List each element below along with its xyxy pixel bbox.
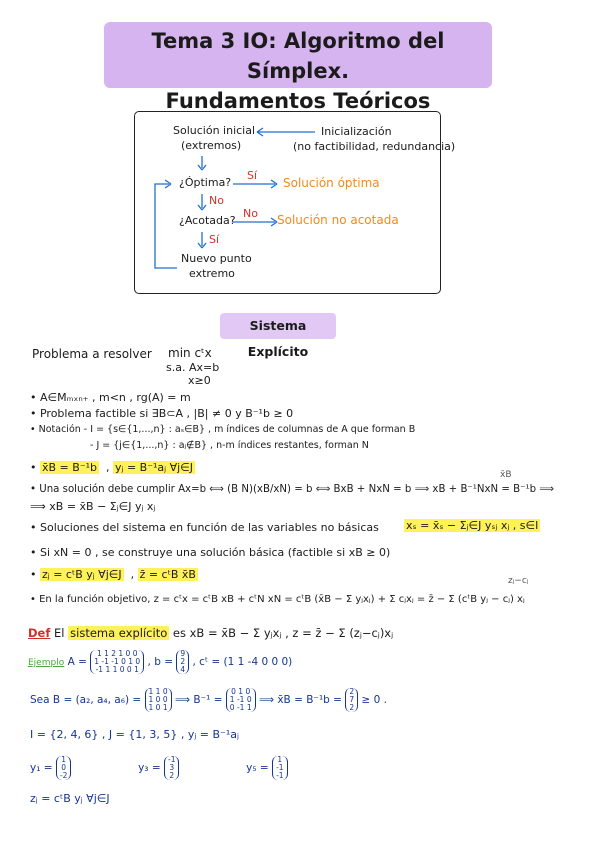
def-tag: Def — [28, 626, 51, 640]
def-rest: es xB = x̄B − Σ yⱼxⱼ , z = z̄ − Σ (zⱼ−cⱼ)xⱼ — [172, 626, 394, 640]
title-line-2: Fundamentos Teóricos — [165, 89, 431, 113]
flow-inic-note: (no factibilidad, redundancia) — [293, 140, 456, 153]
vector-y3-row: 3 — [169, 763, 175, 772]
vector-xb — [345, 688, 358, 712]
z-line: zⱼ = cᵗB yⱼ ∀j∈J — [30, 792, 110, 805]
arrow-loop — [155, 184, 177, 268]
vector-y1-row: -2 — [59, 771, 68, 780]
flow-si-2: Sí — [209, 233, 220, 246]
vector-y5-row: -1 — [276, 771, 284, 780]
highlight-zbar-text: z̄ = cᵗB x̄B — [139, 568, 196, 581]
bullet-factible: • Problema factible si ∃B⊂A , |B| ≠ 0 y B⁻¹b ≥ 0 — [30, 407, 294, 420]
title-banner — [104, 22, 492, 113]
highlight-zj: • zⱼ = cᵗB yⱼ ∀j∈J , z̄ = cᵗB x̄B — [30, 568, 196, 581]
matrix-Binv-row: 0 1 0 — [231, 687, 251, 696]
soluciones-text: • Soluciones del sistema en función de las variables no básicas — [30, 521, 379, 534]
problem-sa: s.a. Ax=b — [166, 361, 220, 374]
matrix-B-row: 1 0 1 — [148, 703, 168, 712]
vector-y3 — [164, 756, 179, 780]
y1-label: y₁ = — [30, 762, 53, 774]
problem-x0: x≥0 — [188, 374, 211, 387]
overbrace-zc: zⱼ−cⱼ — [508, 576, 529, 586]
flow-acotada: ¿Acotada? — [179, 214, 236, 227]
bullet-dims: • A∈Mₘₓₙ₊ , m<n , rg(A) = m — [30, 391, 191, 404]
ejemplo-b-label: , b = — [147, 656, 174, 668]
matrix-A-row: 1 -1 -1 0 1 0 — [94, 657, 141, 666]
vector-b — [176, 650, 189, 674]
vector-y1-row: 0 — [61, 763, 67, 772]
overbrace-xb: x̄B — [500, 470, 512, 480]
bullet-notacion-j: - J = {j∈{1,...,n} : aⱼ∉B} , n-m índices restantes, forman N — [90, 440, 369, 451]
matrix-A-row: -1 1 1 0 0 1 — [95, 665, 139, 674]
section-label: Sistema Explícito — [220, 313, 336, 339]
ejemplo-A-label: A = — [67, 656, 87, 668]
def-highlight: sistema explícito — [70, 626, 168, 640]
ij-line: I = {2, 4, 6} , J = {1, 3, 5} , yⱼ = B⁻¹aⱼ — [30, 728, 239, 741]
objetivo-line: • En la función objetivo, z = cᵗx = cᵗB xB + cᵗN xN = cᵗB (x̄B − Σ yⱼxⱼ) + Σ cⱼxⱼ = z̄ − Σ (cᵗB yⱼ − cⱼ) xⱼ — [30, 594, 525, 605]
vector-y1 — [56, 756, 71, 780]
matrix-A-row: 1 1 2 1 0 0 — [96, 649, 138, 658]
flow-nuevo: Nuevo punto — [181, 252, 252, 265]
matrix-Binv-row: 0 -1 1 — [229, 703, 252, 712]
definition-line — [28, 626, 393, 640]
sea-label: Sea B = (a₂, a₄, a₆) = — [30, 694, 142, 706]
vector-b-row: 4 — [180, 665, 186, 674]
vector-y5-row: -1 — [276, 763, 284, 772]
vector-y3-row: 2 — [169, 771, 175, 780]
highlight-zj-text: zⱼ = cᵗB yⱼ ∀j∈J — [42, 568, 122, 581]
sol-line-1: • Una solución debe cumplir Ax=b ⟺ (B N)(xB/xN) = b ⟺ BxB + NxN = b ⟹ xB + B⁻¹NxN = B⁻¹b ⟹ — [30, 484, 554, 495]
vector-xb-row: 2 — [349, 687, 355, 696]
ejemplo-line — [28, 650, 292, 674]
vector-b-row: 9 — [180, 649, 186, 658]
flowchart — [134, 111, 456, 294]
highlight-yj-text: yⱼ = B⁻¹aⱼ ∀j∈J — [115, 461, 193, 474]
binv-label: ⟹ B⁻¹ = — [174, 694, 223, 706]
vector-y3-row: -1 — [167, 755, 176, 764]
flow-si-1: Sí — [247, 169, 258, 182]
highlight-xs-text: xₛ = x̄ₛ − Σⱼ∈J yₛⱼ xⱼ , s∈I — [406, 519, 539, 532]
problem-min: min cᵗx — [168, 346, 212, 360]
sea-line — [30, 688, 387, 712]
vector-y5 — [272, 756, 287, 780]
xb-rhs: ≥ 0 . — [361, 694, 387, 706]
highlight-xb: • x̄B = B⁻¹b , yⱼ = B⁻¹aⱼ ∀j∈J — [30, 461, 193, 474]
ejemplo-tag: Ejemplo — [28, 658, 65, 668]
flow-no-1: No — [209, 194, 224, 207]
flow-sol-inicial: Solución inicial — [173, 124, 256, 137]
y3-label: y₃ = — [138, 762, 161, 774]
problem-label: Problema a resolver — [32, 347, 152, 361]
matrix-A — [90, 650, 144, 674]
y5-label: y₅ = — [246, 762, 269, 774]
vector-xb-row: 7 — [349, 695, 355, 704]
bullet-notacion: • Notación - I = {s∈{1,...,n} : aₛ∈B} , m índices de columnas de A que forman B — [30, 424, 416, 435]
y-line — [30, 756, 288, 780]
flow-inicializacion: Inicialización — [321, 125, 392, 138]
flow-optima: ¿Óptima? — [179, 176, 232, 189]
matrix-B-row: 1 1 0 — [148, 687, 168, 696]
flow-extremo: extremo — [189, 267, 235, 280]
matrix-B-row: 1 0 0 — [148, 695, 168, 704]
matrix-B — [145, 688, 172, 712]
sol-line-2: ⟹ xB = x̄B − Σⱼ∈J yⱼ xⱼ — [30, 500, 156, 513]
matrix-Binv — [226, 688, 256, 712]
matrix-Binv-row: 1 -1 0 — [229, 695, 252, 704]
flow-no-2: No — [243, 207, 258, 220]
flow-extremos: (extremos) — [181, 139, 242, 152]
title-line-1: Tema 3 IO: Algoritmo del Símplex. — [151, 29, 445, 83]
highlight-xb-text: x̄B = B⁻¹b — [42, 461, 98, 474]
vector-b-row: 2 — [180, 657, 186, 666]
vector-xb-row: 2 — [349, 703, 355, 712]
highlight-xs — [404, 519, 540, 532]
vector-y5-row: 1 — [277, 755, 283, 764]
ejemplo-c-label: , cᵗ = (1 1 -4 0 0 0) — [192, 656, 293, 668]
flow-sol-no-acotada: Solución no acotada — [277, 213, 399, 227]
si-xn-text: • Si xN = 0 , se construye una solución básica (factible si xB ≥ 0) — [30, 546, 391, 559]
def-text: El — [54, 626, 65, 640]
xb-label: ⟹ x̄B = B⁻¹b = — [258, 694, 342, 706]
flow-sol-optima: Solución óptima — [283, 176, 380, 190]
vector-y1-row: 1 — [61, 755, 67, 764]
